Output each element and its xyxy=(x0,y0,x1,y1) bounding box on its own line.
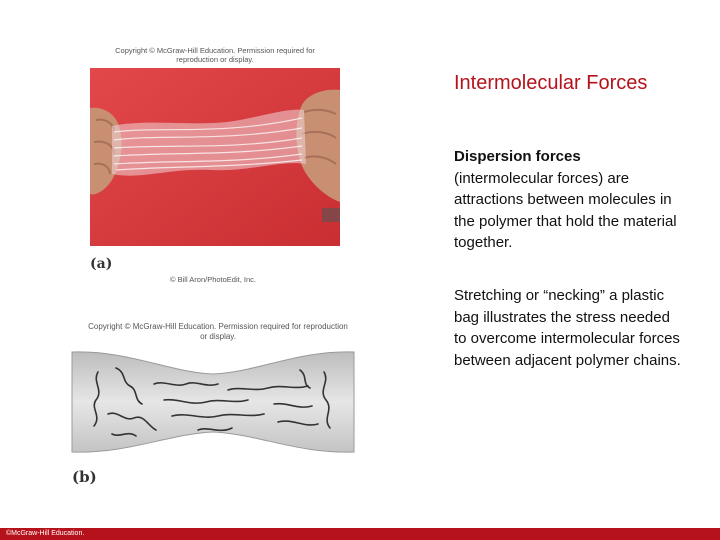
photo-credit: © Bill Aron/PhotoEdit, Inc. xyxy=(170,275,256,284)
figure-a-copyright: Copyright © McGraw-Hill Education. Permission required for reproduction or display. xyxy=(115,46,315,65)
paragraph-necking: Stretching or “necking” a plastic bag illustrates the stress needed to overcome intermolecular forces between adjacent polymer chains. xyxy=(454,287,681,369)
stretched-plastic-photo xyxy=(90,68,340,246)
figure-b-label: (b) xyxy=(72,468,97,486)
footer-bar xyxy=(0,528,720,540)
figure-b-copyright: Copyright © McGraw-Hill Education. Permission required for reproduction or display. xyxy=(88,322,348,341)
dispersion-definition: (intermolecular forces) are attractions between molecules in the polymer that hold the material together. xyxy=(454,169,677,251)
polymer-chains-diagram xyxy=(68,342,358,462)
figure-a-label: (a) xyxy=(90,256,113,272)
slide-title: Intermolecular Forces xyxy=(454,72,648,94)
paragraph-dispersion xyxy=(454,146,684,254)
footer-copyright: ©McGraw-Hill Education. xyxy=(6,530,85,537)
dispersion-term: Dispersion forces xyxy=(454,148,581,165)
